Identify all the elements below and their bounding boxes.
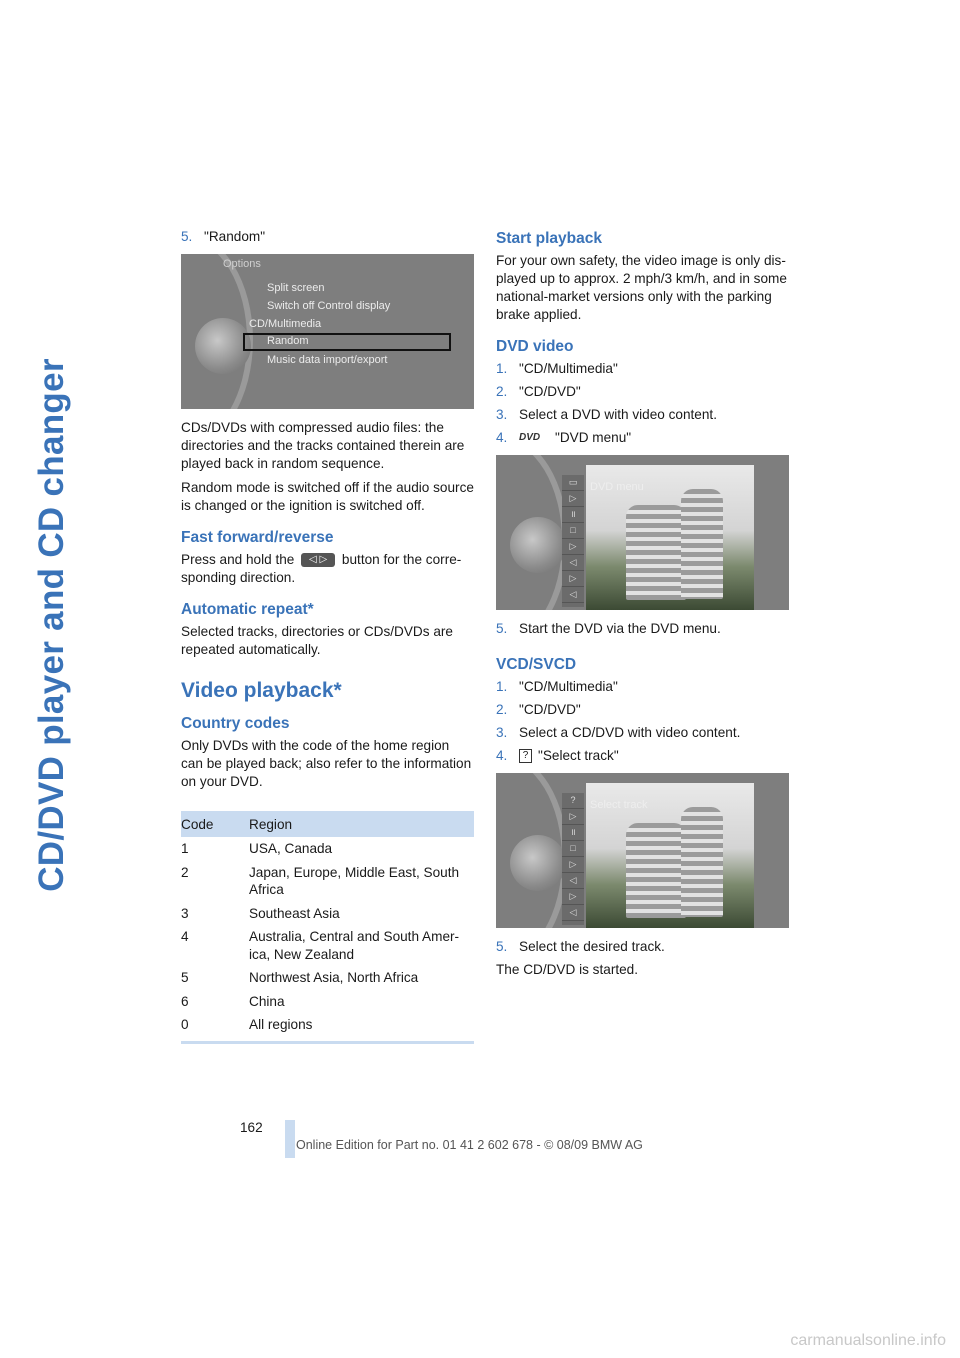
country-codes-heading: Country codes bbox=[181, 715, 290, 732]
fast-forward-text: Press and hold the ◁ ▷ button for the corre-sponding direction. bbox=[181, 552, 462, 585]
footer-edition-text: Online Edition for Part no. 01 41 2 602 678 - © 08/09 BMW AG bbox=[296, 1138, 643, 1152]
start-playback-text: For your own safety, the video image is only dis-played up to approx. 2 mph/3 km/h, and in some national-market versions only with the parking brake applied. bbox=[496, 253, 787, 322]
table-row: 1 USA, Canada bbox=[181, 841, 333, 856]
table-bottom-rule bbox=[181, 1041, 474, 1044]
table-row: 6 China bbox=[181, 993, 285, 1009]
controller-knob bbox=[510, 835, 566, 891]
select-track-screenshot bbox=[496, 773, 789, 928]
footer-bar bbox=[285, 1120, 295, 1158]
table-header-row: Code Region bbox=[181, 811, 474, 837]
table-row: 0 All regions bbox=[181, 1017, 313, 1032]
dvd-icon: DVD bbox=[519, 432, 541, 443]
dvd-menu-caption: DVD menu bbox=[590, 481, 644, 493]
vcd-step: 1. "CD/Multimedia" bbox=[496, 679, 618, 694]
random-description: CDs/DVDs with compressed audio files: the directories and the tracks contained therein are played back in random sequence. bbox=[181, 420, 465, 471]
select-track-caption: Select track bbox=[590, 799, 648, 811]
video-playback-heading: Video playback* bbox=[181, 679, 342, 702]
side-chapter-title: CD/DVD player and CD changer bbox=[32, 358, 71, 892]
right-column bbox=[496, 228, 789, 985]
step-random: 5. "Random" bbox=[181, 229, 266, 244]
country-codes-table bbox=[181, 811, 474, 1041]
fast-forward-heading: Fast forward/reverse bbox=[181, 529, 334, 546]
dvd-step: 3. Select a DVD with video content. bbox=[496, 407, 717, 422]
vcd-step: 3. Select a CD/DVD with video content. bbox=[496, 725, 741, 740]
dvd-video-heading: DVD video bbox=[496, 338, 574, 355]
seek-button-icon: ◁ ▷ bbox=[301, 553, 335, 567]
table-row: 4 Australia, Central and South Amer-ica, New Zealand bbox=[181, 929, 460, 962]
start-playback-heading: Start playback bbox=[496, 230, 602, 247]
dvd-menu-screenshot bbox=[496, 455, 789, 610]
table-row: 3 Southeast Asia bbox=[181, 905, 340, 921]
vcd-step: 2. "CD/DVD" bbox=[496, 702, 581, 717]
table-row: 5 Northwest Asia, North Africa bbox=[181, 970, 419, 985]
country-codes-text: Only DVDs with the code of the home region can be played back; also refer to the information on your DVD. bbox=[181, 738, 472, 789]
dvd-step: 4. DVD "DVD menu" bbox=[496, 430, 632, 445]
watermark: carmanualsonline.info bbox=[790, 1332, 946, 1349]
vcd-svcd-heading: VCD/SVCD bbox=[496, 656, 577, 673]
left-column bbox=[181, 228, 474, 1044]
page-number: 162 bbox=[240, 1120, 263, 1135]
table-row: 2 Japan, Europe, Middle East, South Africa bbox=[181, 864, 460, 897]
automatic-repeat-text: Selected tracks, directories or CDs/DVDs are repeated automatically. bbox=[181, 624, 453, 657]
select-track-icon: ? bbox=[519, 749, 532, 763]
controller-knob bbox=[510, 517, 566, 573]
dvd-step: 5. Start the DVD via the DVD menu. bbox=[496, 621, 721, 636]
random-off-note: Random mode is switched off if the audio source is changed or the ignition is switched off. bbox=[181, 480, 474, 513]
cd-started-text: The CD/DVD is started. bbox=[496, 962, 639, 977]
automatic-repeat-heading: Automatic repeat* bbox=[181, 601, 314, 618]
dvd-step: 1. "CD/Multimedia" bbox=[496, 361, 618, 376]
options-screenshot: Options Split screen Switch off Control display CD/Multimedia Random Music data import/export bbox=[181, 254, 474, 409]
screen-options-title: Options bbox=[223, 258, 261, 270]
playback-controls: ? ▷ ॥ □ ▷ ◁ ▷ ◁ bbox=[562, 793, 584, 925]
vcd-step: 4. ? "Select track" bbox=[496, 748, 619, 763]
vcd-step: 5. Select the desired track. bbox=[496, 939, 665, 954]
playback-controls: ▭ ▷ ॥ □ ▷ ◁ ▷ ◁ bbox=[562, 475, 584, 607]
dvd-step: 2. "CD/DVD" bbox=[496, 384, 581, 399]
